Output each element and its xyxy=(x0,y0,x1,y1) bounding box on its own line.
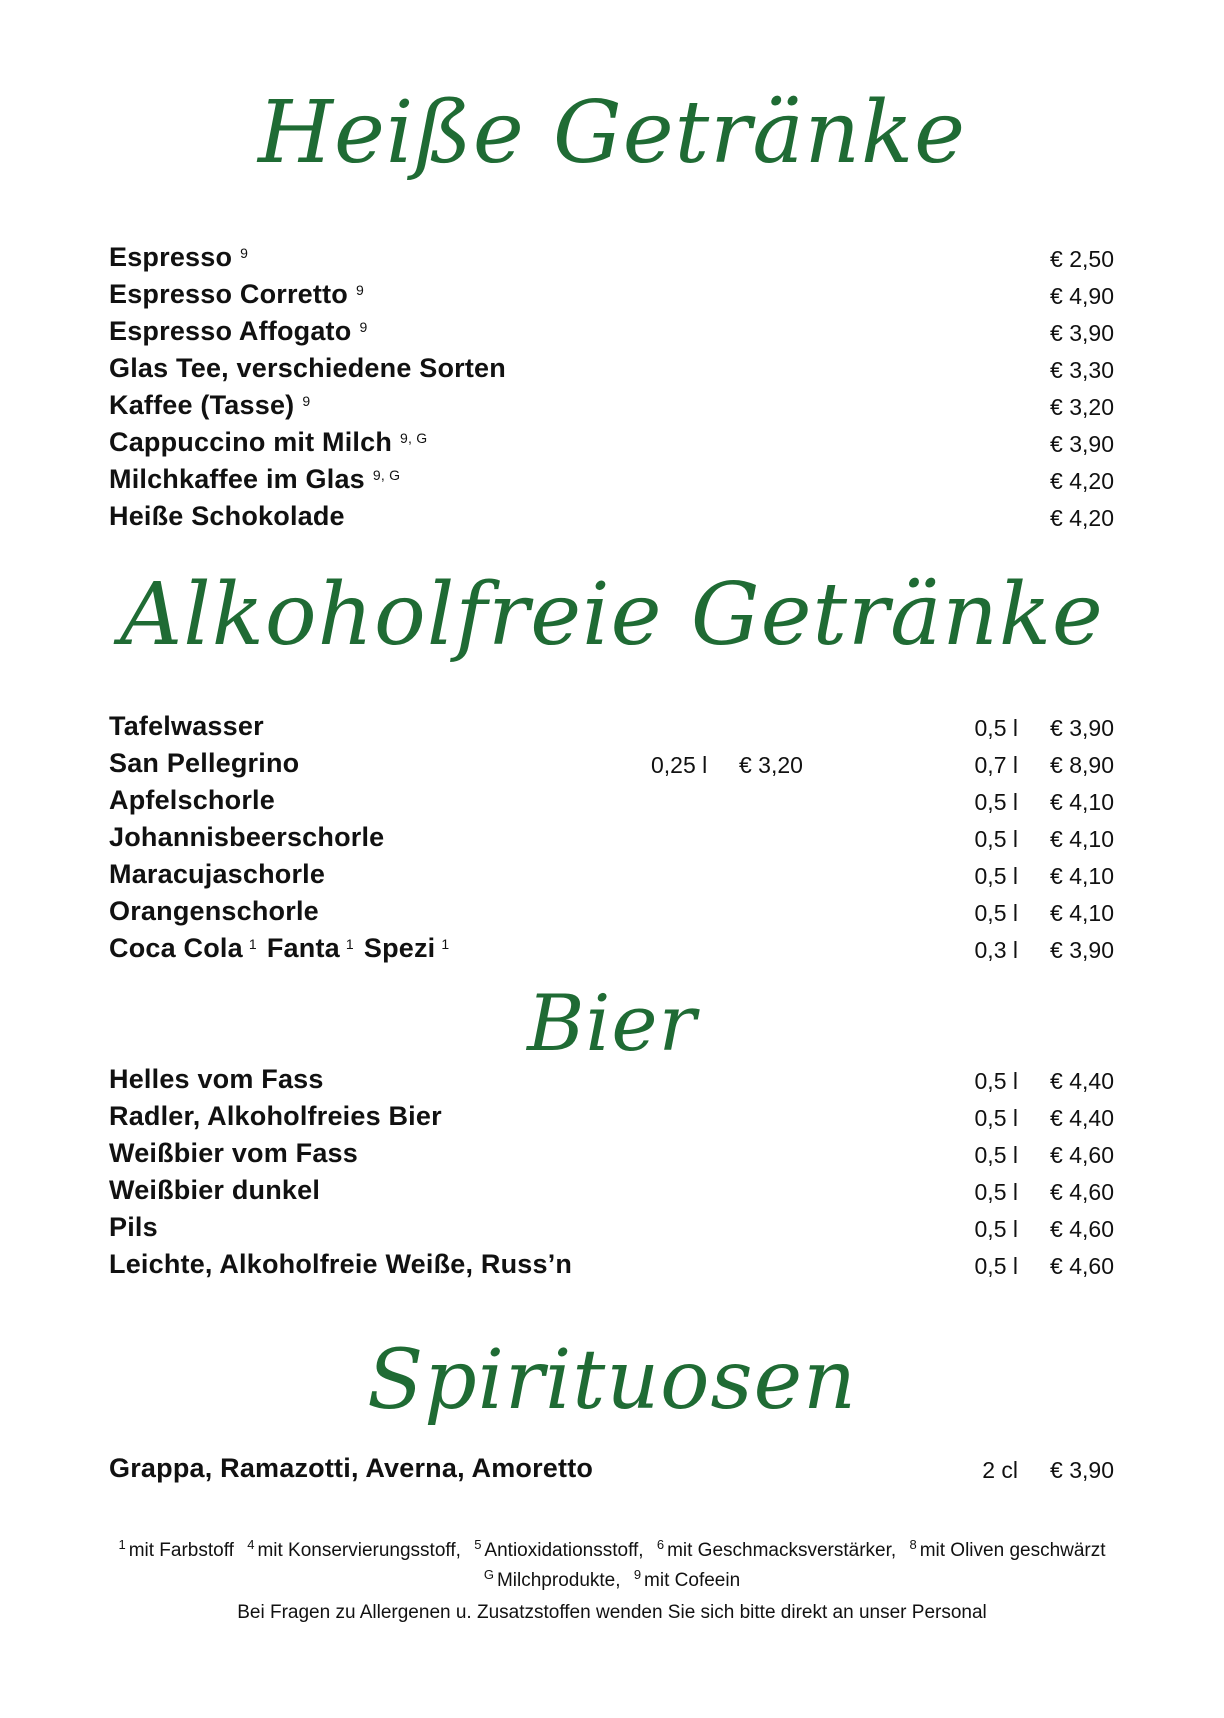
item-price: € 4,40 xyxy=(1050,1105,1114,1131)
footnote-marker: 5 xyxy=(474,1537,482,1552)
item-name: Weißbier vom Fass xyxy=(109,1138,358,1168)
item-volume: 2 cl xyxy=(982,1457,1018,1483)
menu-item xyxy=(109,820,1114,854)
item-volume: 0,5 l xyxy=(974,826,1018,852)
item-price: € 4,60 xyxy=(1050,1142,1114,1168)
item-name: Glas Tee, verschiedene Sorten xyxy=(109,353,506,383)
footnote-marker: 9 xyxy=(633,1567,642,1582)
item-name: Weißbier dunkel xyxy=(109,1175,321,1205)
footnote-marker: G xyxy=(483,1567,494,1582)
item-name: Johannisbeerschorle xyxy=(109,822,385,852)
item-price: € 4,10 xyxy=(1050,789,1114,815)
item-price: € 3,90 xyxy=(1050,715,1114,741)
footnote-marker: 1 xyxy=(118,1537,126,1552)
menu-item xyxy=(109,931,1114,965)
item-price: € 4,60 xyxy=(1050,1179,1114,1205)
item-price: € 3,90 xyxy=(1050,937,1114,963)
item-name: Maracujaschorle xyxy=(109,859,326,889)
menu-item xyxy=(109,240,1114,274)
item-price: € 2,50 xyxy=(1050,246,1114,272)
item-name: Espresso xyxy=(109,242,233,272)
item-allergen: 9 xyxy=(302,393,311,409)
item-price: € 3,90 xyxy=(1050,320,1114,346)
item-allergen: 1 xyxy=(441,936,450,952)
item-volume: 0,5 l xyxy=(974,715,1018,741)
item-volume-small: 0,25 l xyxy=(651,752,708,778)
item-volume: 0,5 l xyxy=(974,789,1018,815)
footnote-text: mit Oliven geschwärzt xyxy=(919,1540,1106,1561)
item-name: Pils xyxy=(109,1212,158,1242)
item-price: € 4,60 xyxy=(1050,1216,1114,1242)
item-price: € 8,90 xyxy=(1050,752,1114,778)
item-name: Kaffee (Tasse) xyxy=(109,390,295,420)
menu-item xyxy=(109,499,1114,533)
item-name: Fanta xyxy=(266,933,340,963)
item-name: Tafelwasser xyxy=(109,711,264,741)
item-name: Spezi xyxy=(363,933,436,963)
item-price: € 3,20 xyxy=(1050,394,1114,420)
menu-item xyxy=(109,351,1114,385)
item-volume: 0,5 l xyxy=(974,1068,1018,1094)
menu-item xyxy=(109,1136,1114,1170)
item-allergen: 1 xyxy=(345,936,354,952)
menu-item xyxy=(109,1210,1114,1244)
menu-item xyxy=(109,1173,1114,1207)
menu-item xyxy=(109,277,1114,311)
footnote-marker: 4 xyxy=(247,1537,255,1552)
item-volume: 0,5 l xyxy=(974,1179,1018,1205)
footnote-text: mit Konservierungsstoff, xyxy=(257,1540,461,1561)
item-name: Grappa, Ramazotti, Averna, Amoretto xyxy=(109,1453,594,1483)
item-volume: 0,5 l xyxy=(974,900,1018,926)
item-price: € 3,30 xyxy=(1050,357,1114,383)
menu-item xyxy=(109,857,1114,891)
item-name: Heiße Schokolade xyxy=(109,501,345,531)
footnote-marker: 6 xyxy=(656,1537,665,1552)
item-volume: 0,5 l xyxy=(974,863,1018,889)
menu-item xyxy=(109,894,1114,928)
menu-item xyxy=(109,1062,1114,1096)
item-price: € 4,90 xyxy=(1050,283,1114,309)
menu-item xyxy=(109,314,1114,348)
footnote-text: mit Farbstoff xyxy=(128,1540,234,1561)
item-name: Coca Cola xyxy=(109,933,243,963)
item-allergen: 9, G xyxy=(372,467,401,483)
footnote-marker: 8 xyxy=(909,1537,917,1552)
item-volume: 0,5 l xyxy=(974,1105,1018,1131)
footnote-text: mit Cofeein xyxy=(644,1570,741,1591)
item-allergen: 1 xyxy=(248,936,257,952)
menu-item xyxy=(109,1099,1114,1133)
menu-item xyxy=(109,1247,1114,1281)
menu-item xyxy=(109,388,1114,422)
item-volume: 0,3 l xyxy=(974,937,1018,963)
item-name: Espresso Corretto xyxy=(109,279,348,309)
item-price: € 4,10 xyxy=(1050,863,1114,889)
footnote-text: Milchprodukte, xyxy=(496,1570,621,1591)
item-name: Cappuccino mit Milch xyxy=(109,427,393,457)
item-price: € 4,20 xyxy=(1050,505,1114,531)
section-title-spirits: Spirituosen xyxy=(367,1333,857,1428)
menu-item xyxy=(109,425,1114,459)
footnote-contact: Bei Fragen zu Allergenen u. Zusatzstoffen wenden Sie sich bitte direkt an unser Personal xyxy=(237,1602,987,1623)
footnote-text: mit Geschmacksverstärker, xyxy=(667,1540,897,1561)
menu-item xyxy=(109,462,1114,496)
item-name: Leichte, Alkoholfreie Weiße, Russ’n xyxy=(109,1249,573,1279)
menu-item xyxy=(109,783,1114,817)
section-title-hot-drinks: Heiße Getränke xyxy=(257,83,966,183)
item-price: € 4,40 xyxy=(1050,1068,1114,1094)
item-volume: 0,7 l xyxy=(974,752,1018,778)
item-volume: 0,5 l xyxy=(974,1253,1018,1279)
item-allergen: 9 xyxy=(240,245,249,261)
item-price: € 4,10 xyxy=(1050,900,1114,926)
menu-item xyxy=(109,1451,1114,1485)
item-name: San Pellegrino xyxy=(109,748,300,778)
section-title-soft-drinks: Alkoholfreie Getränke xyxy=(120,565,1104,665)
section-title-beer: Bier xyxy=(527,979,697,1069)
item-allergen: 9, G xyxy=(400,430,428,446)
item-price: € 3,90 xyxy=(1050,431,1114,457)
footnote-allergens xyxy=(0,1537,1224,1562)
item-price: € 4,20 xyxy=(1050,468,1114,494)
item-name: Espresso Affogato xyxy=(109,316,352,346)
item-allergen: 9 xyxy=(359,319,368,335)
menu-item xyxy=(109,746,1114,780)
item-price: € 4,60 xyxy=(1050,1253,1114,1279)
item-name: Orangenschorle xyxy=(109,896,319,926)
item-volume: 0,5 l xyxy=(974,1142,1018,1168)
item-name: Apfelschorle xyxy=(109,785,275,815)
item-price: € 3,90 xyxy=(1050,1457,1114,1483)
footnote-allergens-2 xyxy=(0,1567,1224,1592)
item-name: Radler, Alkoholfreies Bier xyxy=(109,1101,442,1131)
item-price-small: € 3,20 xyxy=(739,752,803,778)
item-name: Milchkaffee im Glas xyxy=(109,464,365,494)
footnote-text: Antioxidationsstoff, xyxy=(484,1540,644,1561)
item-volume: 0,5 l xyxy=(974,1216,1018,1242)
item-price: € 4,10 xyxy=(1050,826,1114,852)
item-name: Helles vom Fass xyxy=(109,1064,324,1094)
item-allergen: 9 xyxy=(355,282,364,298)
menu-item xyxy=(109,709,1114,743)
